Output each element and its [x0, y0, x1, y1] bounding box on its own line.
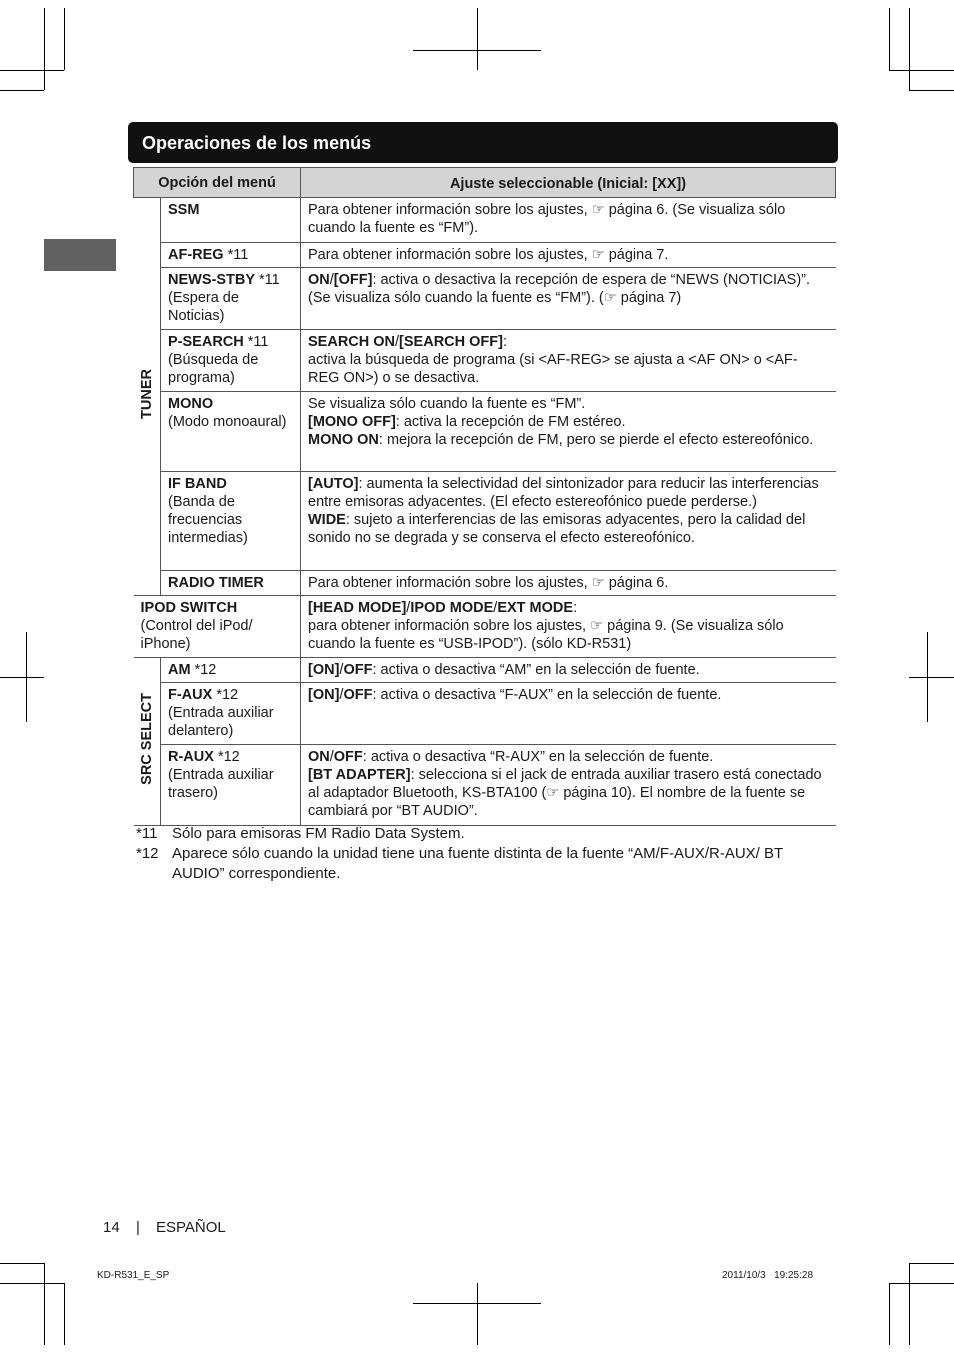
table-header-row	[134, 168, 836, 198]
setting-cell: [ON]/OFF: activa o desactiva “F-AUX” en la selección de fuente.	[301, 683, 836, 745]
setting-cell: [AUTO]: aumenta la selectividad del sintonizador para reducir las interferencias entre emisoras adyacentes. (El efecto estereofónico puede perderse.) WIDE: sujeto a interferencias de las emisoras adyacentes, pero la calidad del sonido no se degrada y se conserva el efecto estereofónico.	[301, 472, 836, 571]
option-cell: P-SEARCH *11 (Búsqueda de programa)	[161, 330, 301, 392]
group-label-src-select: SRC SELECT	[134, 658, 161, 826]
section-title: Operaciones de los menús	[142, 133, 372, 153]
option-cell: AF-REG *11	[161, 243, 301, 268]
page-number: 14	[103, 1219, 120, 1236]
section-header	[128, 122, 838, 163]
option-cell: IF BAND (Banda de frecuencias intermedias)	[161, 472, 301, 571]
setting-cell: [ON]/OFF: activa o desactiva “AM” en la selección de fuente.	[301, 658, 836, 683]
option-cell: AM *12	[161, 658, 301, 683]
file-code: KD-R531_E_SP	[97, 1270, 170, 1281]
section-side-tab	[44, 239, 116, 271]
page-separator: |	[136, 1219, 140, 1236]
option-cell: SSM	[161, 198, 301, 243]
column-header-option: Opción del menú	[134, 168, 301, 198]
table-row	[134, 392, 836, 472]
option-cell: RADIO TIMER	[161, 571, 301, 596]
option-cell: MONO (Modo monoaural)	[161, 392, 301, 472]
setting-cell: ON/OFF: activa o desactiva “R-AUX” en la selección de fuente. [BT ADAPTER]: selecciona si el jack de entrada auxiliar trasero está conectado al adaptador Bluetooth, KS-BTA100 (☞ página 10). El nombre de la fuente se cambiará por “BT AUDIO”.	[301, 745, 836, 826]
print-timestamp: 2011/10/3 19:25:28	[722, 1270, 814, 1281]
setting-cell: Para obtener información sobre los ajustes, ☞ página 6.	[301, 571, 836, 596]
option-cell: IPOD SWITCH (Control del iPod/ iPhone)	[134, 596, 301, 658]
menu-options-table	[133, 167, 836, 826]
footnote-11: *11 Sólo para emisoras FM Radio Data System.	[136, 825, 465, 842]
option-cell: NEWS-STBY *11 (Espera de Noticias)	[161, 268, 301, 330]
setting-cell: ON/[OFF]: activa o desactiva la recepción de espera de “NEWS (NOTICIAS)”. (Se visualiza sólo cuando la fuente es “FM”). (☞ página 7)	[301, 268, 836, 330]
setting-cell: [HEAD MODE]/IPOD MODE/EXT MODE: para obtener información sobre los ajustes, ☞ página 9. (Se visualiza sólo cuando la fuente es “USB-IPOD”). (sólo KD-R531)	[301, 596, 836, 658]
table-row	[134, 596, 836, 658]
footnotes	[136, 824, 836, 884]
language-label: ESPAÑOL	[156, 1219, 226, 1236]
table-row	[134, 571, 836, 596]
group-label-tuner: TUNER	[134, 198, 161, 596]
footnote-12: *12 Aparece sólo cuando la unidad tiene una fuente distinta de la fuente “AM/F-AUX/R-AUX/ BT AUDIO” correspondiente.	[136, 845, 783, 882]
option-cell: R-AUX *12 (Entrada auxiliar trasero)	[161, 745, 301, 826]
column-header-setting: Ajuste seleccionable (Inicial: [XX])	[301, 168, 836, 198]
table-row	[134, 745, 836, 826]
table-row	[134, 472, 836, 571]
table-row	[134, 268, 836, 330]
table-row	[134, 330, 836, 392]
setting-cell: Para obtener información sobre los ajustes, ☞ página 6. (Se visualiza sólo cuando la fuente es “FM”).	[301, 198, 836, 243]
setting-cell: Se visualiza sólo cuando la fuente es “FM”. [MONO OFF]: activa la recepción de FM estéreo. MONO ON: mejora la recepción de FM, pero se pierde el efecto estereofónico.	[301, 392, 836, 472]
table-row	[134, 658, 836, 683]
option-cell: F-AUX *12 (Entrada auxiliar delantero)	[161, 683, 301, 745]
table-row	[134, 243, 836, 268]
table-row	[134, 683, 836, 745]
table-row	[134, 198, 836, 243]
setting-cell: SEARCH ON/[SEARCH OFF]: activa la búsqueda de programa (si <AF-REG> se ajusta a <AF ON> o <AF-REG ON>) o se desactiva.	[301, 330, 836, 392]
setting-cell: Para obtener información sobre los ajustes, ☞ página 7.	[301, 243, 836, 268]
